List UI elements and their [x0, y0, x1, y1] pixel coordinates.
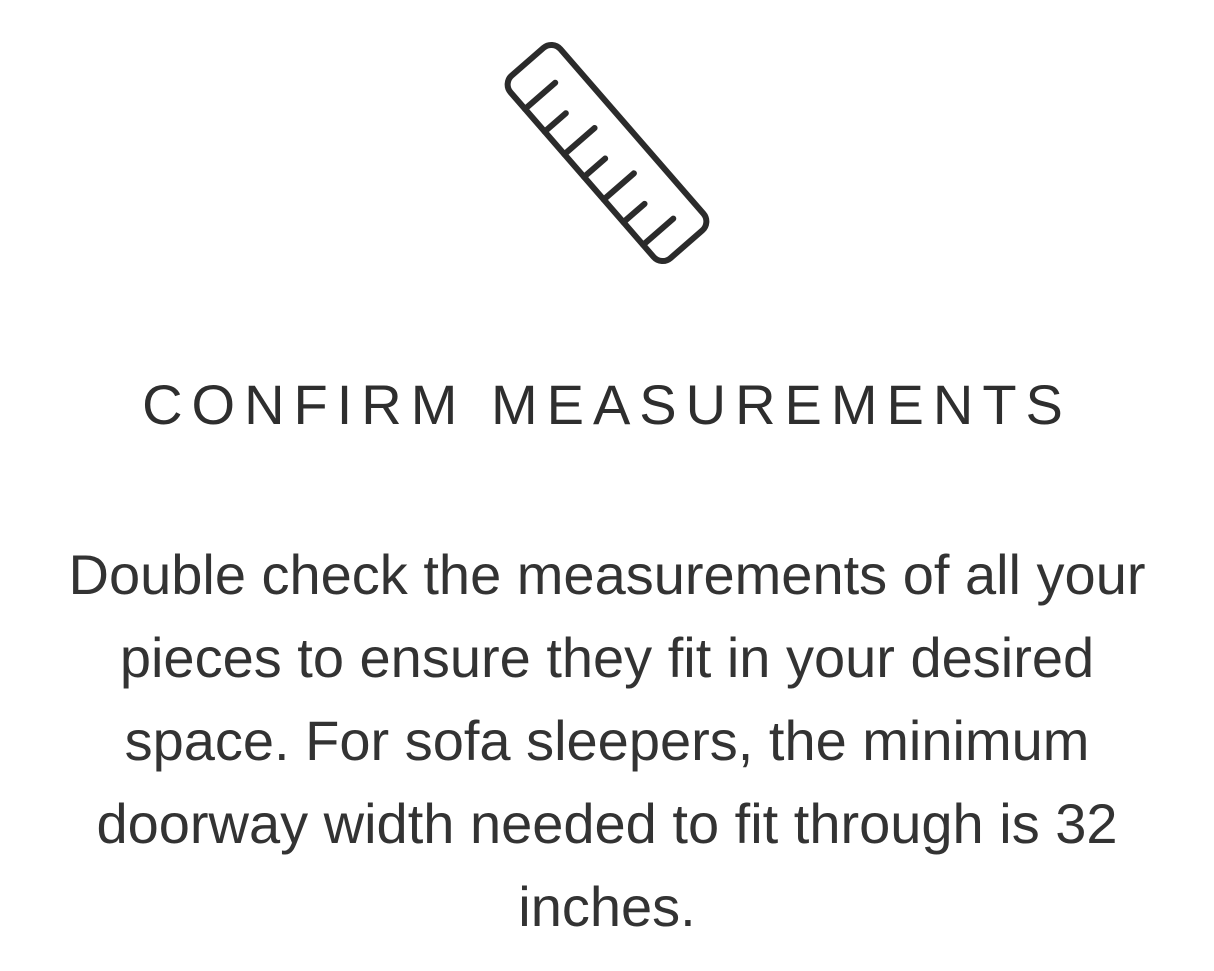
- description-text: Double check the measurements of all your pieces to ensure they fit in your desired space. For sofa sleepers, the minimum doorway width needed to fit through is 32 inches.: [68, 543, 1146, 938]
- ruler-icon: [457, 18, 757, 288]
- page-title: CONFIRM MEASUREMENTS: [142, 373, 1072, 436]
